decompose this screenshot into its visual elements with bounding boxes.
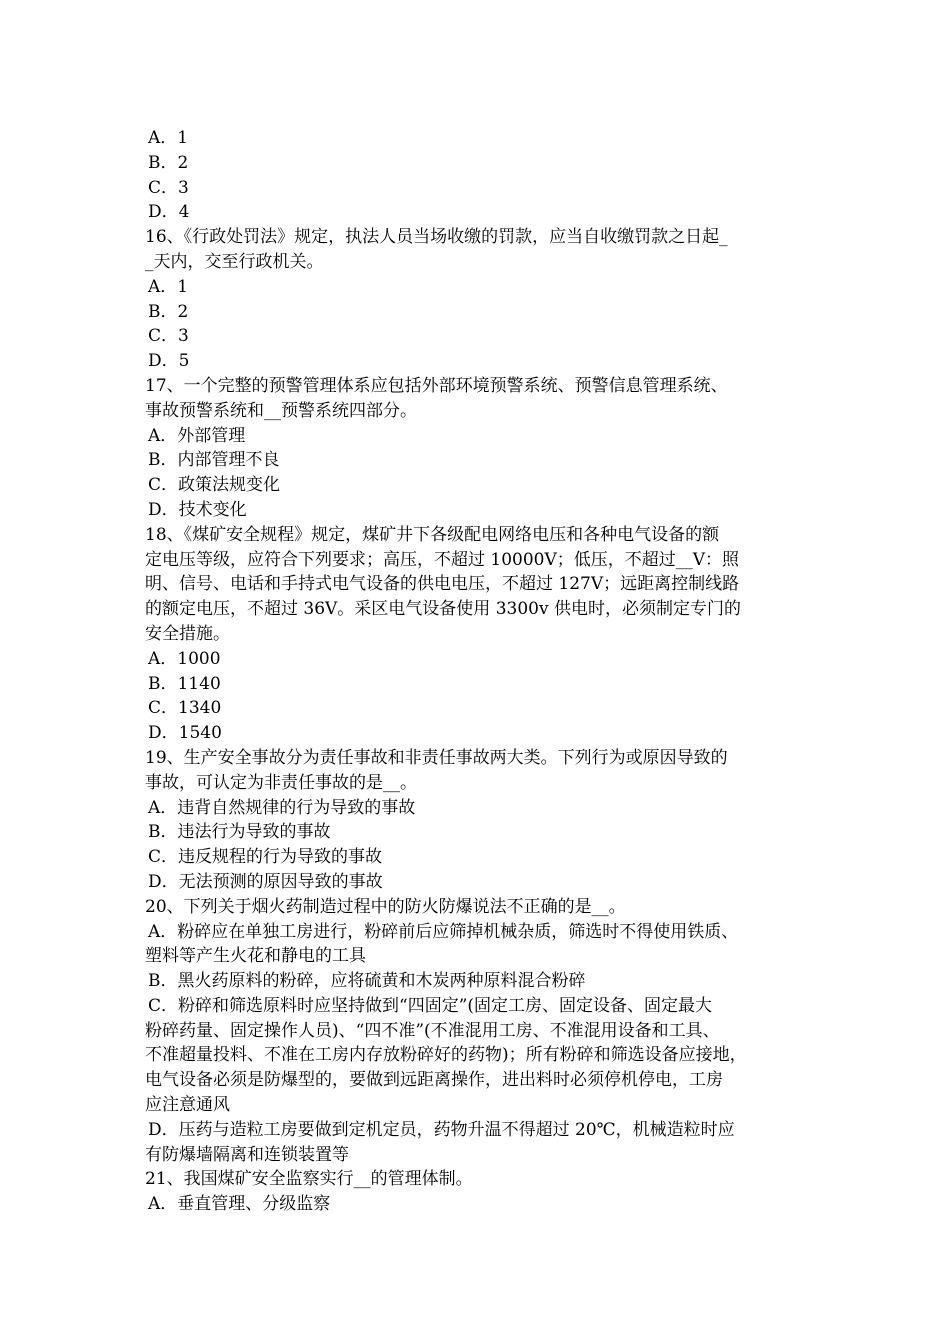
question-line: 的额定电压，不超过 36V。采区电气设备使用 3300v 供电时，必须制定专门的 (145, 599, 741, 620)
option-line: B．2 (148, 152, 189, 173)
question-line: 18、《煤矿安全规程》规定，煤矿井下各级配电网络电压和各种电气设备的额 (145, 524, 720, 545)
option-line: C．粉碎和筛选原料时应坚持做到“四固定”(固定工房、固定设备、固定最大 (148, 995, 713, 1016)
question-line: 16、《行政处罚法》规定，执法人员当场收缴的罚款，应当自收缴罚款之日起_ (145, 227, 728, 248)
option-line: A．1 (148, 276, 189, 297)
option-line: B．2 (148, 301, 189, 322)
option-line: D．4 (148, 202, 190, 223)
option-line: B．内部管理不良 (148, 450, 280, 471)
question-line: 19、生产安全事故分为责任事故和非责任事故两大类。下列行为或原因导致的 (145, 747, 728, 768)
option-line: A．粉碎应在单独工房进行，粉碎前后应筛掉机械杂质，筛选时不得使用铁质、 (148, 921, 739, 942)
option-line: C．1340 (148, 698, 222, 719)
option-line: A．1000 (148, 648, 221, 669)
option-line: A．违背自然规律的行为导致的事故 (148, 797, 416, 818)
option-line: B．黑火药原料的粉碎，应将硫黄和木炭两种原料混合粉碎 (148, 971, 586, 992)
question-line: 不准超量投料、不准在工房内存放粉碎好的药物)；所有粉碎和筛选设备应接地， (145, 1045, 747, 1066)
question-line: _天内，交至行政机关。 (145, 251, 324, 272)
option-line: C．违反规程的行为导致的事故 (148, 847, 383, 868)
option-line: A．外部管理 (148, 425, 246, 446)
option-line: C．政策法规变化 (148, 475, 281, 496)
option-line: D．5 (148, 351, 190, 372)
option-line: A．垂直管理、分级监察 (148, 1194, 331, 1215)
option-line: D．技术变化 (148, 499, 247, 520)
option-line: A．1 (148, 128, 189, 148)
question-line: 事故，可认定为非责任事故的是__。 (145, 772, 417, 793)
option-line: C．3 (148, 177, 189, 198)
option-line: B．违法行为导致的事故 (148, 822, 331, 843)
question-line: 17、一个完整的预警管理体系应包括外部环境预警系统、预警信息管理系统、 (145, 375, 728, 396)
option-line: D．1540 (148, 723, 222, 744)
question-line: 明、信号、电话和手持式电气设备的供电电压，不超过 127V；远距离控制线路 (145, 574, 740, 595)
question-line: 定电压等级，应符合下列要求；高压，不超过 10000V；低压，不超过__V：照 (145, 549, 740, 570)
question-line: 塑料等产生火花和静电的工具 (145, 946, 366, 967)
question-line: 有防爆墙隔离和连锁装置等 (145, 1144, 349, 1165)
question-line: 粉碎药量、固定操作人员)、“四不准”(不准混用工房、不准混用设备和工具、 (145, 1020, 720, 1041)
option-line: D．压药与造粒工房要做到定机定员，药物升温不得超过 20℃，机械造粒时应 (148, 1119, 735, 1140)
question-line: 事故预警系统和__预警系统四部分。 (145, 400, 417, 421)
document-body (145, 126, 817, 1217)
option-line: C．3 (148, 326, 189, 347)
question-line: 电气设备必须是防爆型的，要做到远距离操作，进出料时必须停机停电，工房 (145, 1070, 723, 1091)
question-line: 21、我国煤矿安全监察实行__的管理体制。 (145, 1169, 473, 1190)
option-line: B．1140 (148, 673, 221, 694)
question-line: 20、下列关于烟火药制造过程中的防火防爆说法不正确的是__。 (145, 896, 626, 917)
question-line: 应注意通风 (145, 1095, 230, 1116)
question-line: 安全措施。 (145, 623, 230, 644)
option-line: D．无法预测的原因导致的事故 (148, 871, 383, 892)
